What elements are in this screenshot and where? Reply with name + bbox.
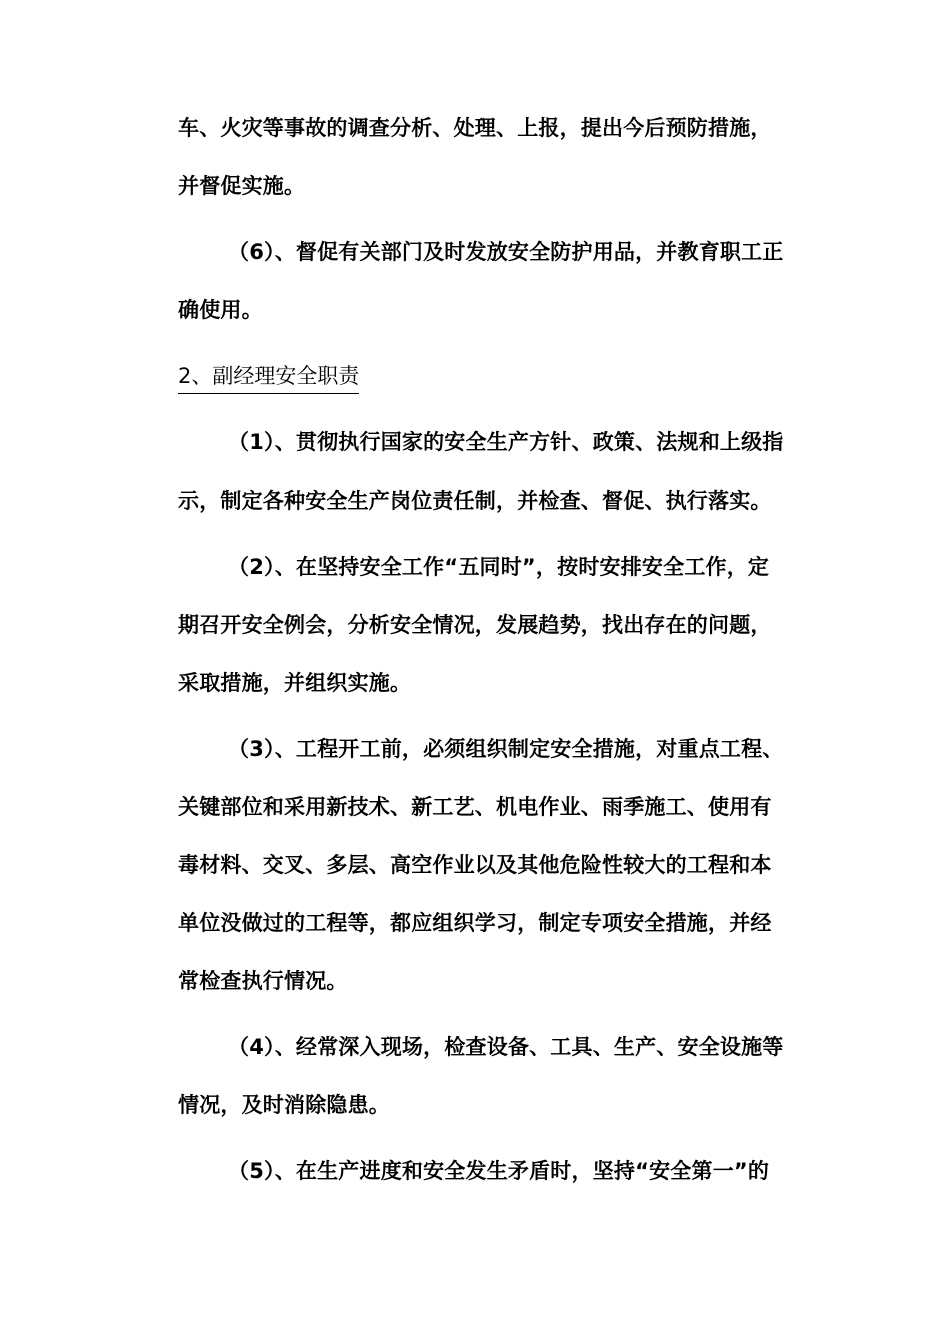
paragraph-item-1-line: （1）、贯彻执行国家的安全生产方针、政策、法规和上级指	[228, 430, 784, 454]
paragraph-item-6-line: （6）、督促有关部门及时发放安全防护用品，并教育职工正	[228, 240, 784, 264]
paragraph-item-4-line: （4）、经常深入现场，检查设备、工具、生产、安全设施等	[228, 1035, 784, 1059]
text-line: 确使用。	[178, 298, 263, 322]
section-heading: 2、副经理安全职责	[178, 361, 359, 394]
text-line: 关键部位和采用新技术、新工艺、机电作业、雨季施工、使用有	[178, 795, 772, 819]
text-line: 常检查执行情况。	[178, 969, 348, 993]
text-line: 采取措施，并组织实施。	[178, 671, 412, 695]
text-line: 期召开安全例会，分析安全情况，发展趋势，找出存在的问题，	[178, 613, 772, 637]
text-line: 单位没做过的工程等，都应组织学习，制定专项安全措施，并经	[178, 911, 772, 935]
text-line: 毒材料、交叉、多层、高空作业以及其他危险性较大的工程和本	[178, 853, 772, 877]
text-line: 车、火灾等事故的调查分析、处理、上报，提出今后预防措施，	[178, 116, 772, 140]
paragraph-item-3-line: （3）、工程开工前，必须组织制定安全措施，对重点工程、	[228, 737, 784, 761]
text-line: 示，制定各种安全生产岗位责任制，并检查、督促、执行落实。	[178, 489, 772, 513]
text-line: 情况，及时消除隐患。	[178, 1093, 390, 1117]
text-line: 并督促实施。	[178, 174, 306, 198]
paragraph-item-2-line: （2）、在坚持安全工作“五同时”，按时安排安全工作，定	[228, 555, 770, 579]
paragraph-item-5-line: （5）、在生产进度和安全发生矛盾时，坚持“安全第一”的	[228, 1159, 770, 1183]
